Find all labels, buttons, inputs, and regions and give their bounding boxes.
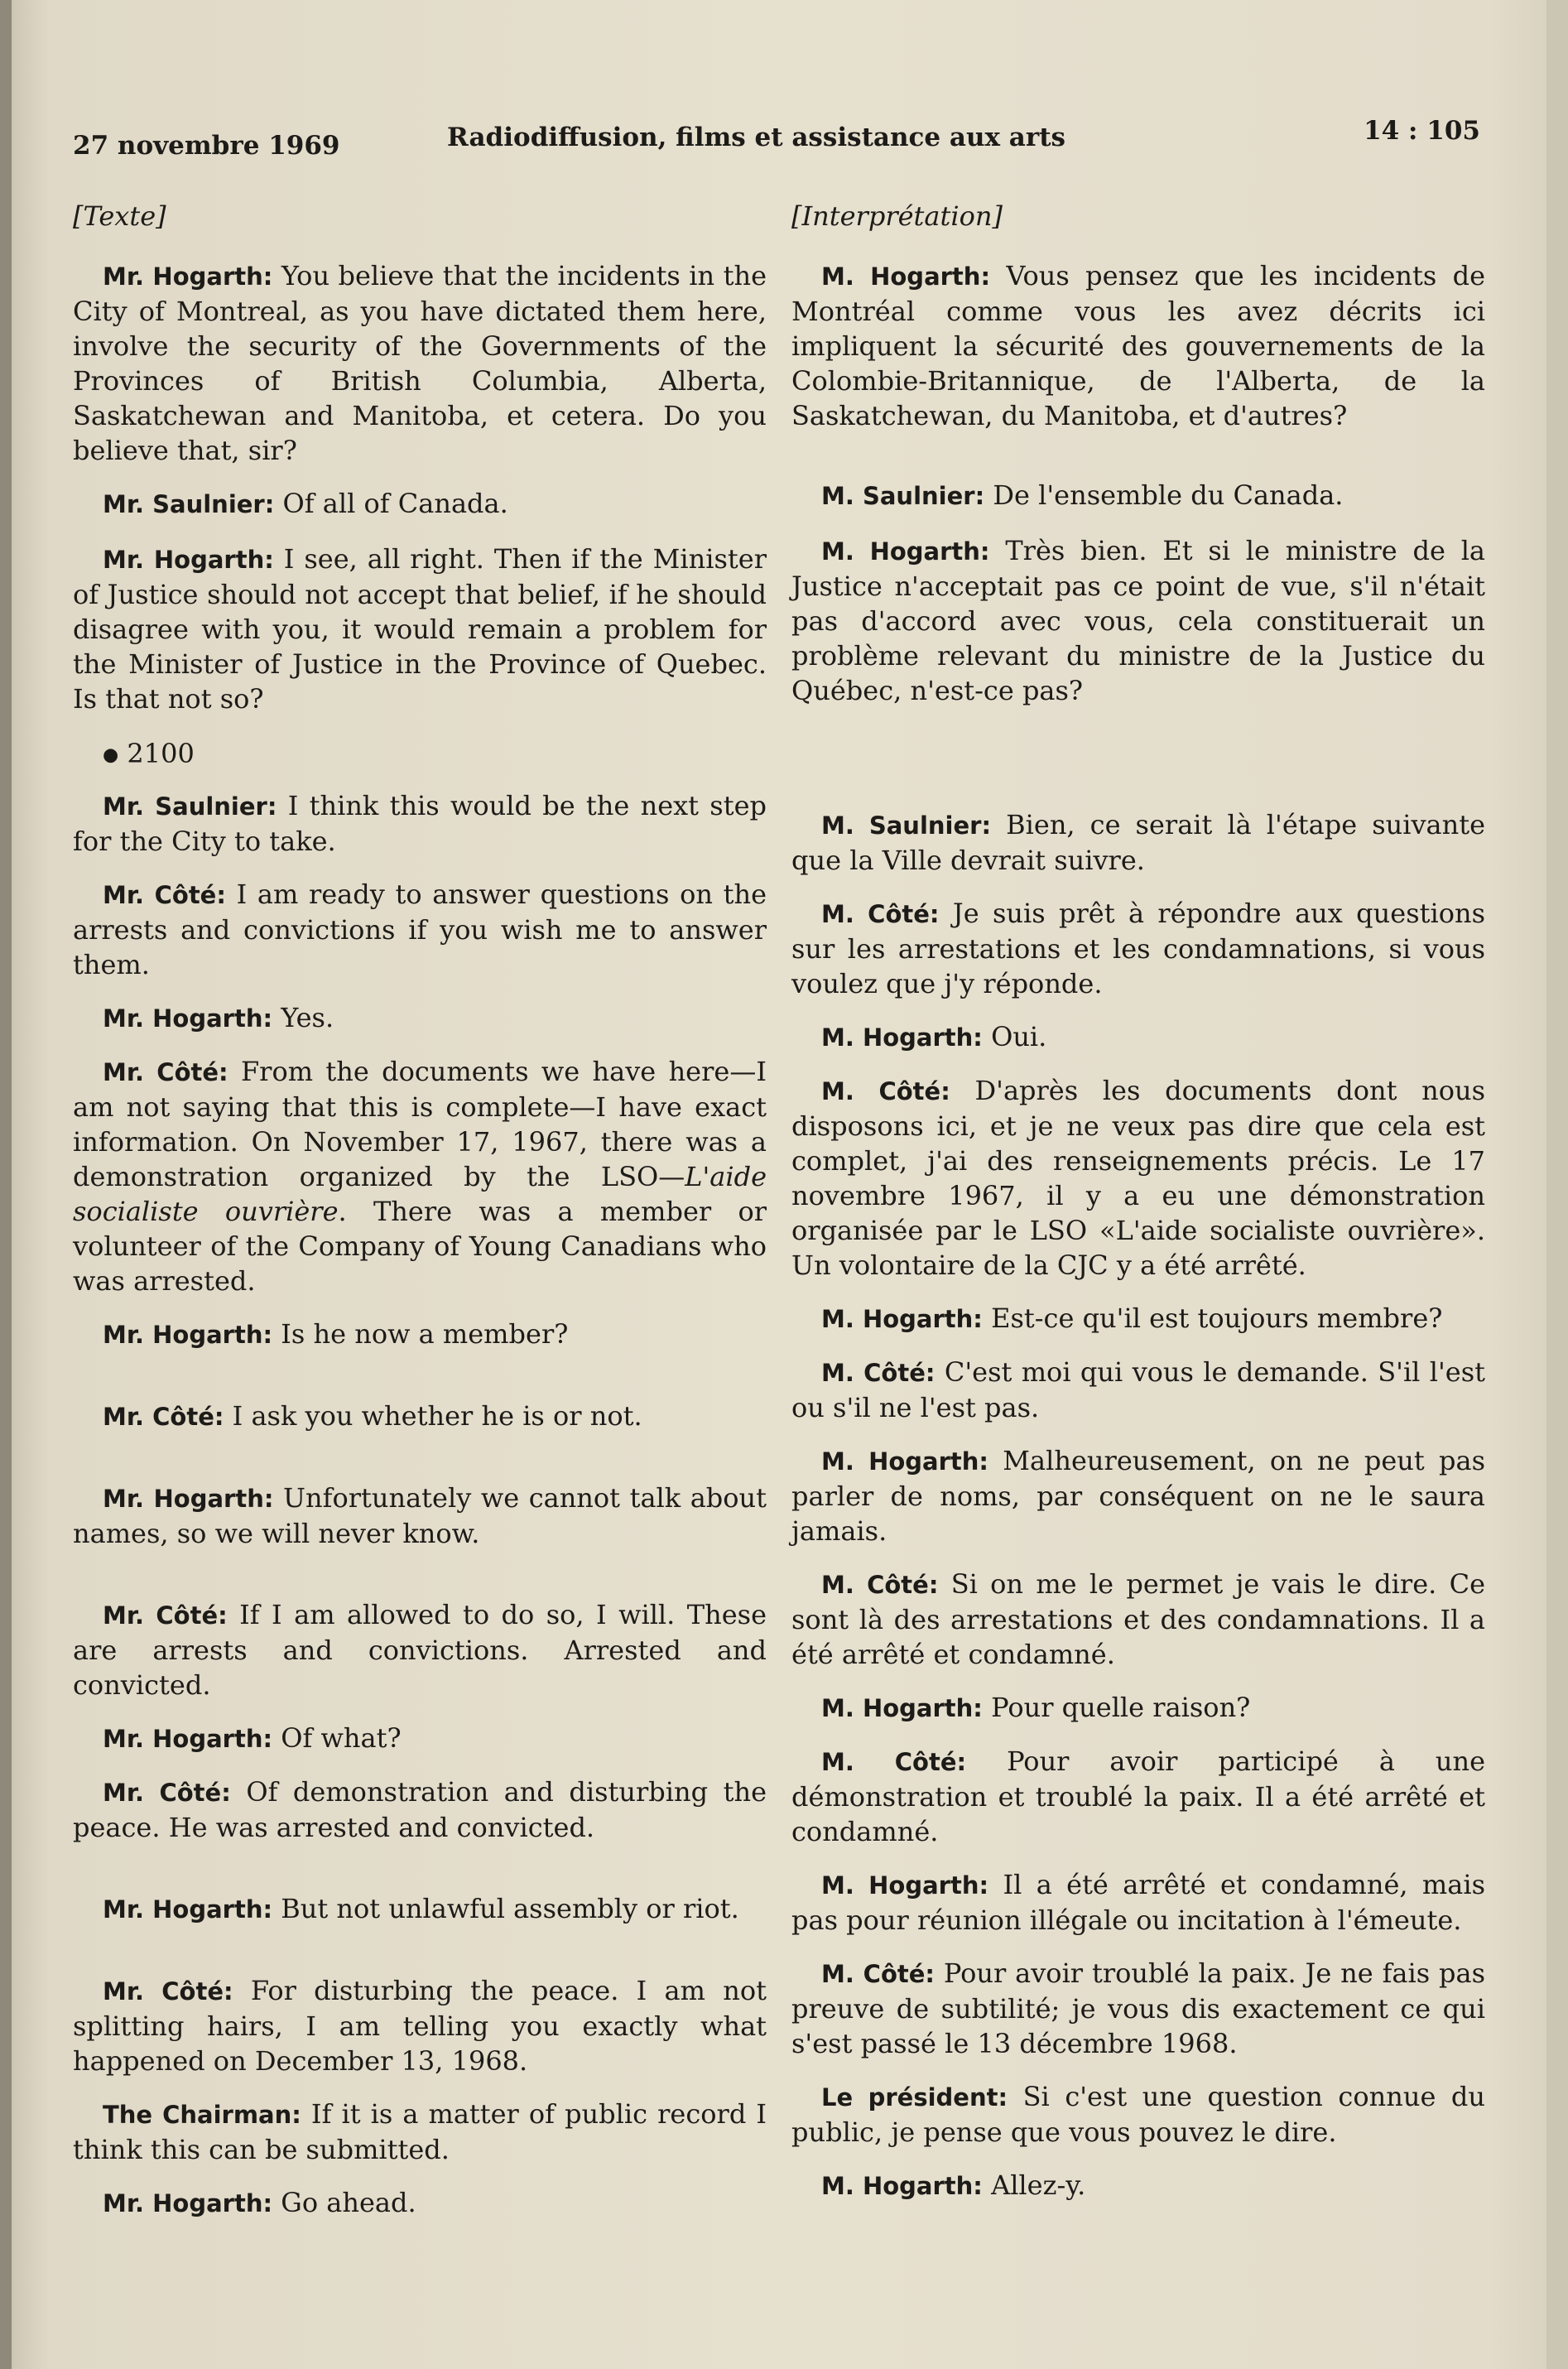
speech-text: Vous pensez que les incidents de Montréal comme vous les avez décrits ici impliquent la sécurité des gouvernements de la Colombie-Britannique, de l'Alberta, de la Saskatchewan, du Manitoba, et d'autres? xyxy=(791,260,1485,431)
header-title: Radiodiffusion, films et assistance aux arts xyxy=(447,123,1065,152)
header-page-number: 14 : 105 xyxy=(1364,116,1480,146)
paragraph xyxy=(73,1774,767,1845)
paragraph xyxy=(73,2097,767,2167)
paragraph xyxy=(73,788,767,859)
time-marker-text: 2100 xyxy=(127,738,195,769)
paragraph xyxy=(791,896,1485,1001)
english-column xyxy=(73,199,767,2221)
paragraph xyxy=(73,1481,767,1551)
paragraph xyxy=(73,1597,767,1702)
speech-text: I ask you whether he is or not. xyxy=(232,1399,642,1432)
speaker-label: Mr. Côté: xyxy=(103,1601,228,1630)
paragraph xyxy=(73,877,767,982)
paragraph xyxy=(73,1054,767,1298)
speech-text: Of demonstration and disturbing the peace. He was arrested and convicted. xyxy=(73,1775,767,1843)
speech-text: Unfortunately we cannot talk about names, so we will never know. xyxy=(73,1481,767,1549)
speaker-label: Mr. Côté: xyxy=(103,880,226,909)
paragraph xyxy=(73,1317,767,1352)
speech-text: I see, all right. Then if the Minister of Justice should not accept that belief, if he should disagree with you, it would remain a problem for the Minister of Justice in the Province of Quebec. Is that not so? xyxy=(73,543,767,715)
paragraph xyxy=(73,542,767,716)
french-column xyxy=(791,199,1485,2203)
speech-text: I think this would be the next step for the City to take. xyxy=(73,789,767,857)
speech-text: Malheureusement, on ne peut pas parler de noms, par conséquent on ne le saura jamais. xyxy=(791,1445,1486,1547)
speaker-label: M. Hogarth: xyxy=(821,262,991,291)
paragraph xyxy=(73,1721,767,1756)
paragraph xyxy=(791,478,1485,513)
time-marker xyxy=(73,736,767,773)
section-tag-interpretation: [Interprétation] xyxy=(791,200,1003,232)
speaker-label: Mr. Hogarth: xyxy=(103,1320,273,1349)
speech-text: Pour avoir participé à une démonstration et troublé la paix. Il a été arrêté et condamné. xyxy=(791,1745,1486,1847)
speech-text: Il a été arrêté et condamné, mais pas pour réunion illégale ou incitation à l'émeute. xyxy=(791,1869,1485,1936)
speech-text: Of what? xyxy=(281,1721,402,1754)
speaker-label: Mr. Hogarth: xyxy=(103,546,274,574)
paragraph xyxy=(791,1867,1485,1938)
speech-text: Pour avoir troublé la paix. Je ne fais pas preuve de subtilité; je vous dis exactement ce qui s'est passé le 13 décembre 1968. xyxy=(791,1957,1486,2059)
page-edge xyxy=(1546,0,1568,2369)
section-tag-texte: [Texte] xyxy=(73,200,166,232)
speaker-label: Mr. Hogarth: xyxy=(103,262,273,291)
speaker-label: M. Hogarth: xyxy=(821,2172,983,2200)
paragraph xyxy=(73,1973,767,2078)
speech-text: Si c'est une question connue du public, je pense que vous pouvez le dire. xyxy=(791,2081,1486,2148)
speaker-label: Mr. Saulnier: xyxy=(103,490,275,518)
speaker-label: M. Côté: xyxy=(821,1960,935,1988)
speech-text: For disturbing the peace. I am not splitting hairs, I am telling you exactly what happened on December 13, 1968. xyxy=(73,1974,767,2077)
paragraph xyxy=(791,1301,1485,1336)
speech-text: Oui. xyxy=(991,1021,1047,1052)
speaker-label: The Chairman: xyxy=(103,2100,301,2129)
paragraph xyxy=(791,1355,1485,1425)
speaker-label: M. Hogarth: xyxy=(821,1023,983,1052)
speech-text: Je suis prêt à répondre aux questions sur les arrestations et les condamnations, si vous voulez que j'y réponde. xyxy=(791,898,1486,999)
speech-text: Pour quelle raison? xyxy=(991,1692,1251,1723)
organization-name: L'aide socialiste ouvrière xyxy=(73,1160,767,1227)
speech-text: You believe that the incidents in the City of Montreal, as you have dictated them here, involve the security of the Governments of the Provinces of British Columbia, Alberta, Saskatchewan and Manitoba, et cetera. Do you believe that, sir? xyxy=(73,260,767,466)
speech-text: C'est moi qui vous le demande. S'il l'est ou s'il ne l'est pas. xyxy=(791,1356,1486,1423)
speaker-label: Mr. Côté: xyxy=(103,1977,233,2005)
speech-text: Si on me le permet je vais le dire. Ce sont là des arrestations et des condamnations. Il a été arrêté et condamné. xyxy=(791,1568,1486,1670)
paragraph xyxy=(73,2185,767,2221)
speech-text: But not unlawful assembly or riot. xyxy=(281,1892,739,1924)
paragraph xyxy=(791,2168,1485,2203)
paragraph xyxy=(73,258,767,468)
speaker-label: M. Hogarth: xyxy=(821,1694,983,1722)
paragraph xyxy=(791,1019,1485,1055)
paragraph xyxy=(791,1956,1485,2061)
paragraph xyxy=(791,533,1485,708)
running-header xyxy=(73,116,1480,166)
speaker-label: M. Côté: xyxy=(821,1571,939,1599)
speaker-label: M. Hogarth: xyxy=(821,537,990,566)
speaker-label: M. Côté: xyxy=(821,900,940,928)
speech-text: Est-ce qu'il est toujours membre? xyxy=(991,1302,1443,1334)
speech-text: Go ahead. xyxy=(281,2186,416,2218)
speaker-label: Le président: xyxy=(821,2083,1008,2111)
paragraph xyxy=(791,807,1485,878)
speaker-label: Mr. Hogarth: xyxy=(103,1895,273,1924)
paragraph xyxy=(791,2079,1485,2150)
speaker-label: Mr. Hogarth: xyxy=(103,1724,273,1753)
speaker-label: Mr. Côté: xyxy=(103,1778,231,1807)
speech-text: Of all of Canada. xyxy=(282,488,508,519)
speaker-label: Mr. Saulnier: xyxy=(103,792,277,821)
speech-text: If it is a matter of public record I think this can be submitted. xyxy=(73,2097,767,2165)
speaker-label: M. Hogarth: xyxy=(821,1447,988,1476)
speaker-label: M. Saulnier: xyxy=(821,482,985,510)
bullet-icon: ● xyxy=(103,744,119,766)
speech-text: . There was a member or volunteer of the Company of Young Canadians who was arrested. xyxy=(73,1195,767,1297)
paragraph xyxy=(791,258,1485,433)
speech-text: Yes. xyxy=(281,1001,334,1033)
paragraph xyxy=(791,1690,1485,1726)
speech-text: From the documents we have here—I am not saying that this is complete—I have exact information. On November 17, 1967, there was a demonstration organized by the LSO— xyxy=(73,1055,767,1192)
speech-text: Is he now a member? xyxy=(281,1317,569,1350)
speaker-label: Mr. Hogarth: xyxy=(103,2188,273,2217)
paragraph xyxy=(73,1891,767,1927)
speaker-label: M. Côté: xyxy=(821,1359,936,1387)
paragraph xyxy=(791,1744,1485,1849)
page-binding-shadow xyxy=(0,0,12,2369)
paragraph xyxy=(791,1443,1485,1548)
paragraph xyxy=(73,486,767,522)
header-date: 27 novembre 1969 xyxy=(73,131,340,161)
speaker-label: M. Côté: xyxy=(821,1748,967,1776)
speech-text: Très bien. Et si le ministre de la Justice n'acceptait pas ce point de vue, s'il n'était pas d'accord avec vous, cela constituerait un problème relevant du ministre de la Justice du Québec, n'est-ce pas? xyxy=(791,535,1486,706)
speech-text: D'après les documents dont nous disposons ici, et je ne veux pas dire que cela est complet, j'ai des renseignements précis. Le 17 novembre 1967, il y a eu une démonstration organisée par le LSO «L'aide socialiste ouvrière». Un volontaire de la CJC y a été arrêté. xyxy=(791,1075,1486,1281)
speaker-label: M. Hogarth: xyxy=(821,1871,989,1900)
speech-text: If I am allowed to do so, I will. These are arrests and convictions. Arrested and convicted. xyxy=(73,1598,767,1701)
speaker-label: M. Saulnier: xyxy=(821,811,992,840)
speech-text: De l'ensemble du Canada. xyxy=(993,479,1344,511)
speaker-label: Mr. Hogarth: xyxy=(103,1484,274,1513)
speech-text: Allez-y. xyxy=(991,2169,1086,2201)
speaker-label: M. Côté: xyxy=(821,1077,950,1105)
paragraph xyxy=(73,1399,767,1434)
paragraph xyxy=(791,1073,1485,1283)
speaker-label: M. Hogarth: xyxy=(821,1305,983,1333)
paragraph xyxy=(791,1567,1485,1672)
speech-text: I am ready to answer questions on the arrests and convictions if you wish me to answer them. xyxy=(73,878,767,980)
speaker-label: Mr. Côté: xyxy=(103,1057,228,1086)
paragraph xyxy=(73,1000,767,1036)
speech-text: Bien, ce serait là l'étape suivante que la Ville devrait suivre. xyxy=(791,809,1486,876)
speaker-label: Mr. Hogarth: xyxy=(103,1004,273,1033)
speaker-label: Mr. Côté: xyxy=(103,1402,224,1431)
